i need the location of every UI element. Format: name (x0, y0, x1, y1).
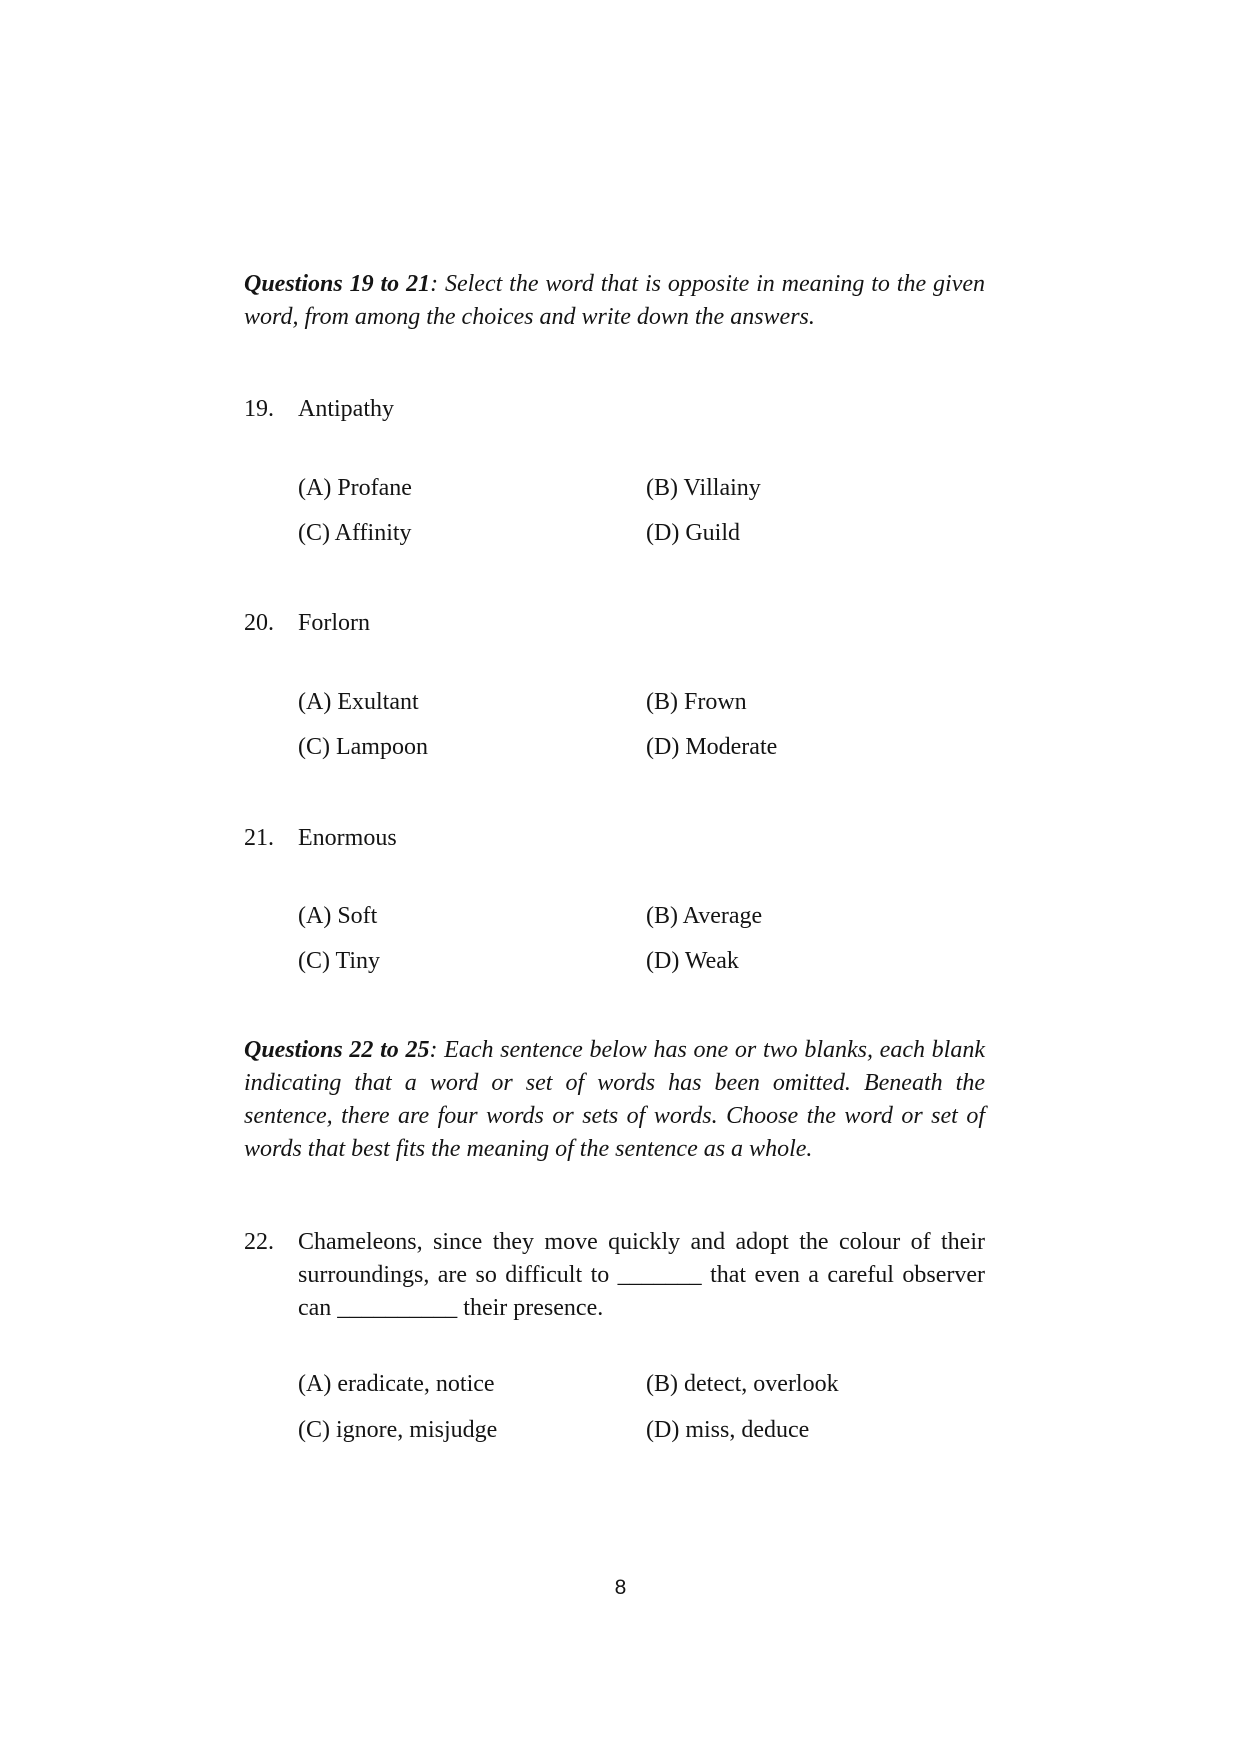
section-text: : Each sentence below has one or two blanks, each blank indicating that a word or set of words has been omitted. Beneath the sentence, there are four words or sets of words. Choose the word or set of words that best fits the meaning of the sentence as a whole. (244, 1037, 985, 1162)
section-instructions-22-25 (244, 1034, 985, 1166)
page-number: 8 (614, 1576, 627, 1599)
option-d: (D) Guild (646, 520, 740, 546)
option-b: (B) detect, overlook (646, 1371, 839, 1397)
question-number: 19. (244, 396, 274, 422)
question-sentence: Chameleons, since they move quickly and adopt the colour of their surroundings, are so difficult to _______ that even a careful observer can __________ their presence. (298, 1229, 985, 1321)
option-a: (A) Exultant (298, 689, 419, 715)
question-number: 22. (244, 1229, 274, 1255)
section-lead: Questions 19 to 21 (244, 271, 431, 297)
question-word: Antipathy (298, 396, 394, 422)
option-a: (A) Profane (298, 475, 412, 501)
option-c: (C) Affinity (298, 520, 412, 546)
option-b: (B) Average (646, 903, 763, 929)
option-c: (C) Tiny (298, 948, 381, 974)
option-d: (D) miss, deduce (646, 1417, 810, 1443)
section-instructions-19-21 (244, 268, 985, 334)
option-a: (A) eradicate, notice (298, 1371, 495, 1397)
question-number: 20. (244, 610, 274, 636)
option-b: (B) Villainy (646, 475, 761, 501)
option-d: (D) Moderate (646, 734, 778, 760)
option-c: (C) ignore, misjudge (298, 1417, 498, 1443)
question-number: 21. (244, 825, 274, 851)
option-c: (C) Lampoon (298, 734, 428, 760)
section-text: : Select the word that is opposite in meaning to the given word, from among the choices and write down the answers. (244, 271, 986, 330)
option-a: (A) Soft (298, 903, 378, 929)
question-word: Enormous (298, 825, 397, 851)
question-word: Forlorn (298, 610, 370, 636)
option-d: (D) Weak (646, 948, 739, 974)
section-lead: Questions 22 to 25 (244, 1037, 430, 1063)
option-b: (B) Frown (646, 689, 747, 715)
